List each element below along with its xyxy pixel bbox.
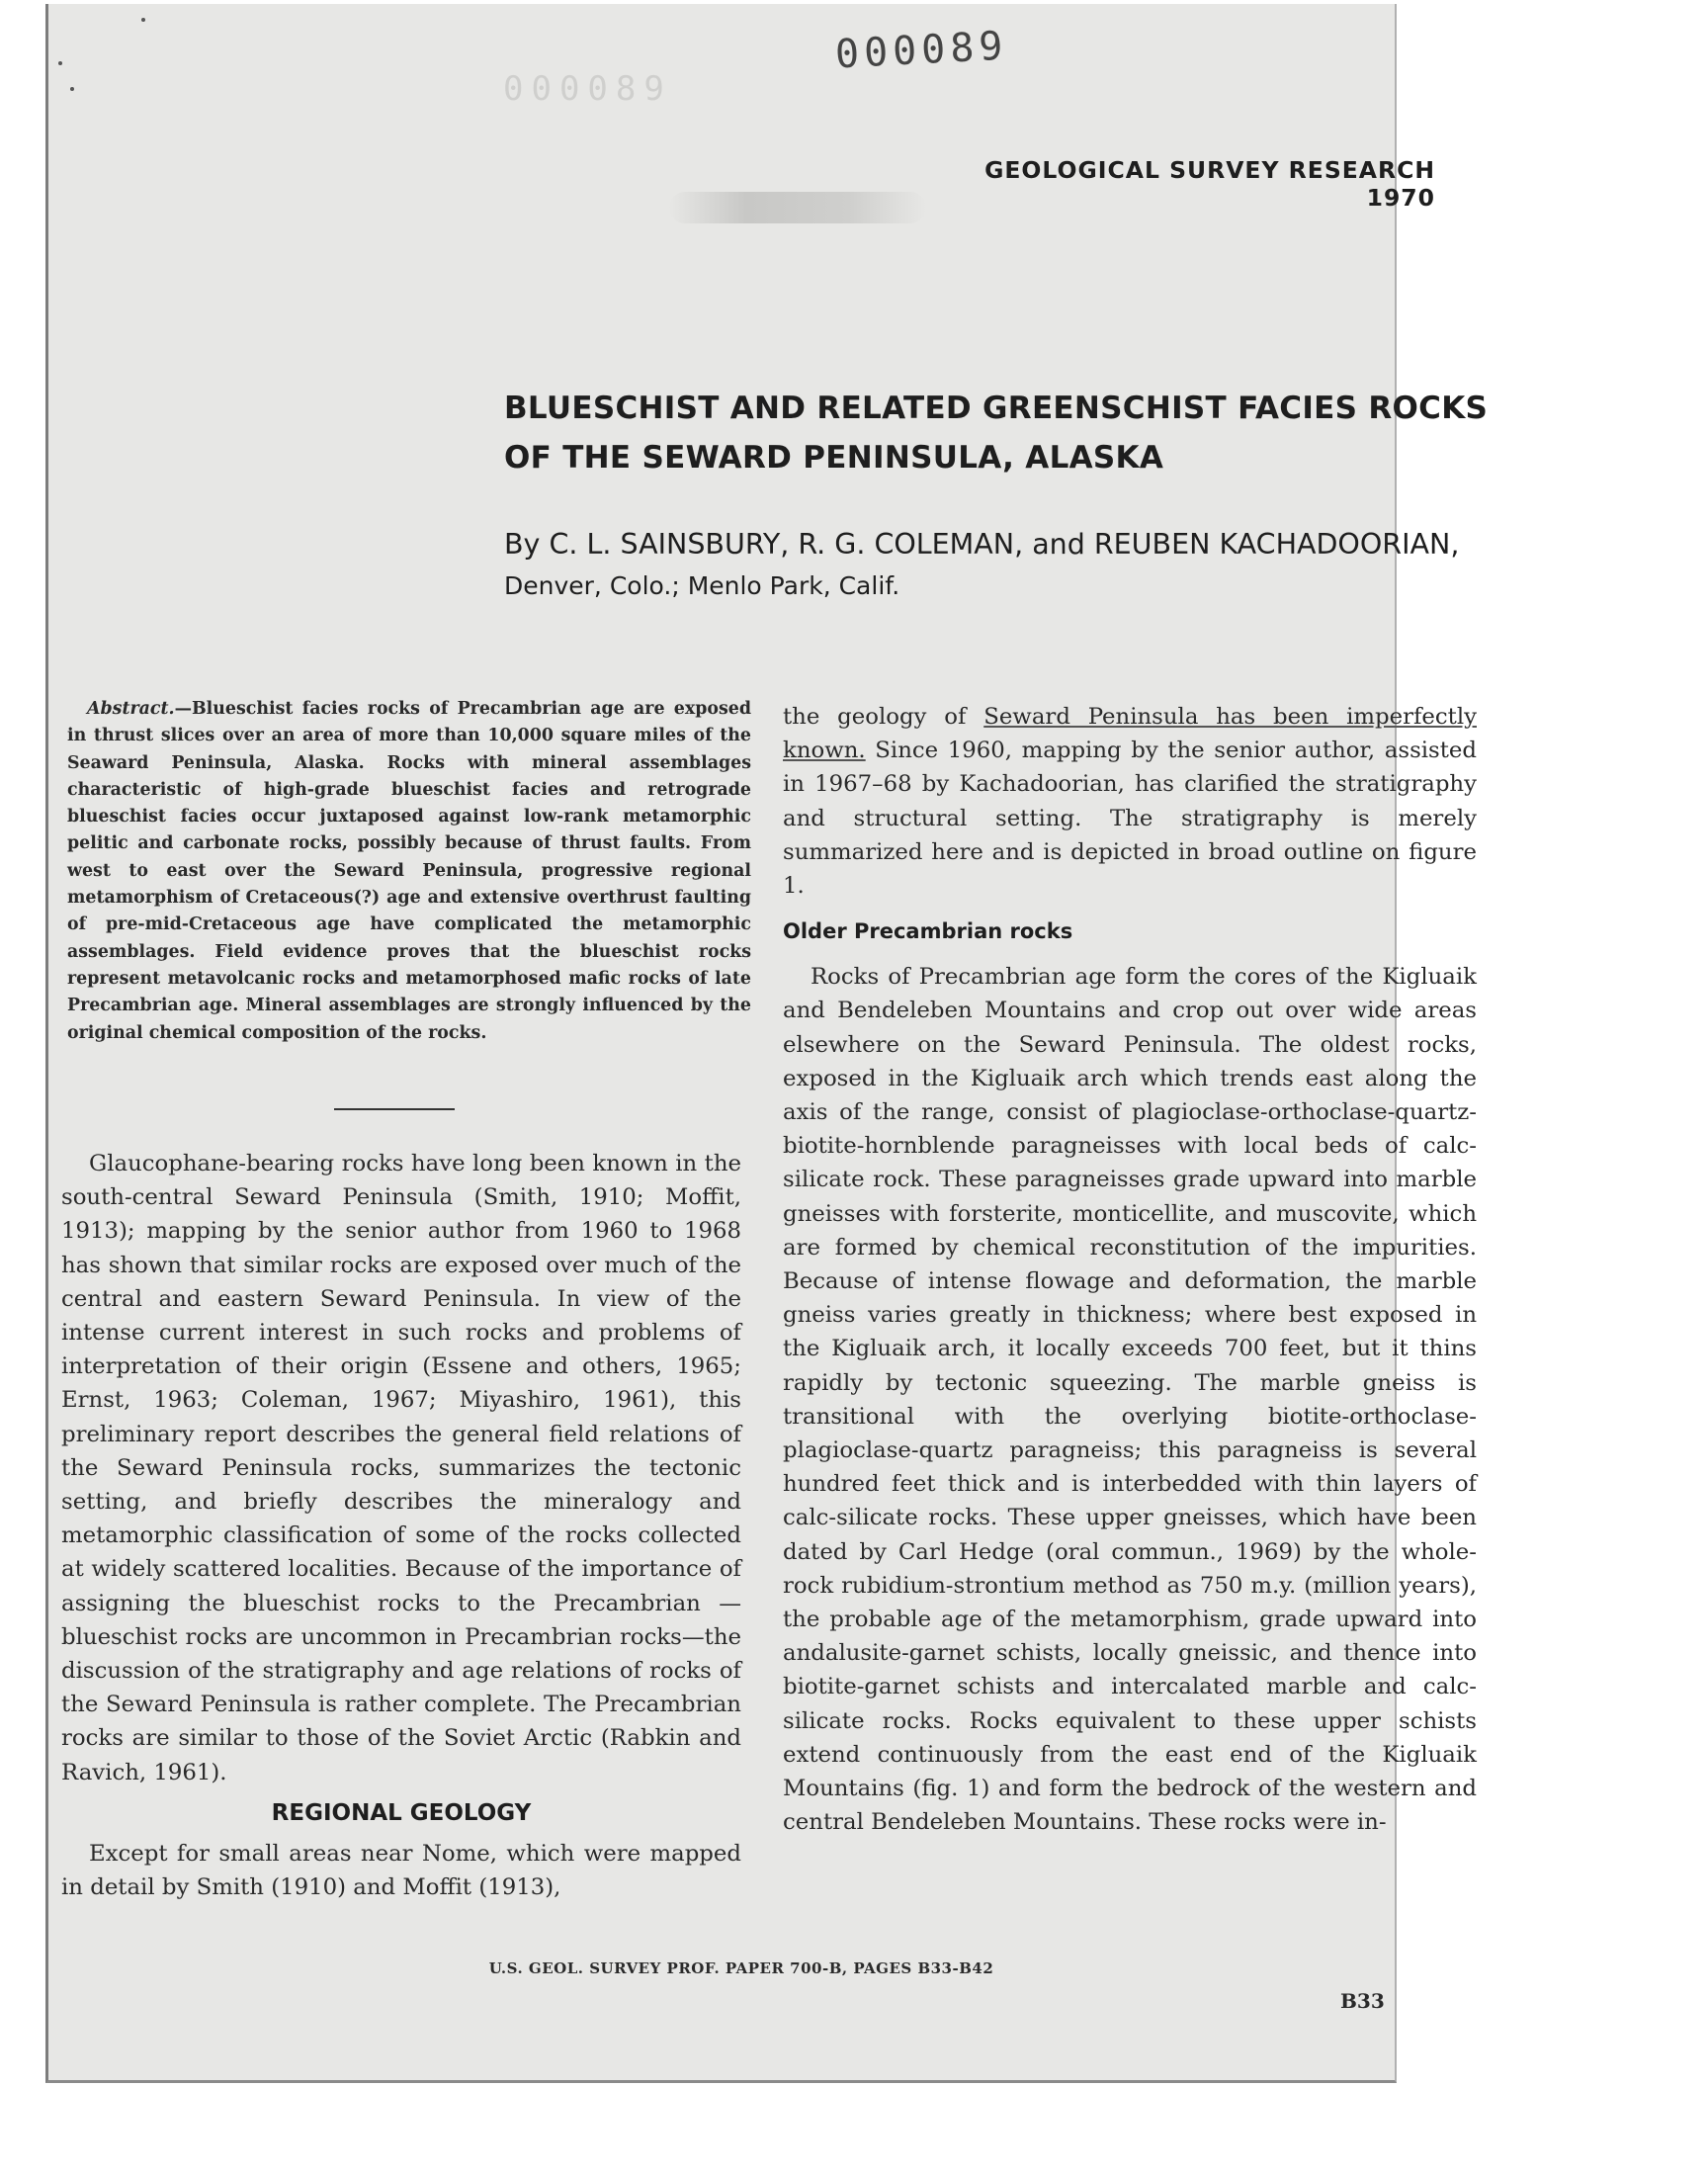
- title-line-2: OF THE SEWARD PENINSULA, ALASKA: [504, 440, 1164, 476]
- scan-speck: [58, 61, 62, 65]
- bleed-through-mark: 000089: [503, 69, 672, 109]
- continued-post: Since 1960, mapping by the senior author, assisted in 1967–68 by Kachadoorian, has clarified the stratigraphy and structural setting. The stratigraphy is merely summarized here and is depicted in broad outline on figure 1.: [783, 738, 1477, 900]
- older-precambrian-paragraph: Rocks of Precambrian age form the cores of the Kigluaik and Bendeleben Mountains and crop out over wide areas elsewhere on the Seward Peninsula. The oldest rocks, exposed in the Kigluaik arch which trends east along the axis of the range, consist of plagioclase-orthoclase-quartz-biotite-hornblende paragneisses with local beds of calc-silicate rock. These paragneisses grade upward into marble gneisses with forsterite, monticellite, and muscovite, which are formed by chemical reconstitution of the impurities. Because of intense flowage and deformation, the marble gneiss varies greatly in thickness; where best exposed in the Kigluaik arch, it locally exceeds 700 feet, but it thins rapidly by tectonic squeezing. The marble gneiss is transitional with the overlying biotite-orthoclase-plagioclase-quartz paragneiss; this paragneiss is several hundred feet thick and is interbedded with thin layers of calc-silicate rocks. These upper gneisses, which have been dated by Carl Hedge (oral commun., 1969) by the whole-rock rubidium-strontium method as 750 m.y. (million years), the probable age of the metamorphism, grade upward into andalusite-garnet schists, locally gneissic, and thence into biotite-garnet schists and intercalated marble and calc-silicate rocks. Rocks equivalent to these upper schists extend continuously from the east end of the Kigluaik Mountains (fig. 1) and form the bedrock of the western and central Bendeleben Mountains. These rocks were in-: [783, 964, 1477, 1836]
- subheading-older-precambrian: Older Precambrian rocks: [783, 919, 1073, 944]
- underlined-phrase: Seward Peninsula has been imperfectly known.: [783, 704, 1477, 764]
- article-title: [504, 384, 1489, 482]
- scan-speck: [70, 87, 74, 91]
- author-affiliation: Denver, Colo.; Menlo Park, Calif.: [504, 571, 900, 600]
- abstract-text: —Blueschist facies rocks of Precambrian age are exposed in thrust slices over an area of more than 10,000 square miles of the Seaward Peninsula, Alaska. Rocks with mineral assemblages characteristic of high-grade blueschist facies and retrograde blueschist facies occur juxtaposed against low-rank metamorphic pelitic and carbonate rocks, possibly because of thrust faults. From west to east over the Seward Peninsula, progressive regional metamorphism of Cretaceous(?) age and extensive overthrust faulting of pre-mid-Cretaceous age have complicated the metamorphic assemblages. Field evidence proves that the blueschist rocks represent metavolcanic rocks and metamorphosed mafic rocks of late Precambrian age. Mineral assemblages are strongly influenced by the original chemical composition of the rocks.: [67, 699, 751, 1043]
- intro-paragraph: Glaucophane-bearing rocks have long been known in the south-central Seward Peninsula (Smith, 1910; Moffit, 1913); mapping by the senior author from 1960 to 1968 has shown that similar rocks are exposed over much of the central and eastern Seward Peninsula. In view of the intense current interest in such rocks and problems of interpretation of their origin (Essene and others, 1965; Ernst, 1963; Coleman, 1967; Miyashiro, 1961), this preliminary report describes the general field relations of the Seward Peninsula rocks, summarizes the tectonic setting, and briefly describes the mineralogy and metamorphic classification of some of the rocks collected at widely scattered localities. Because of the importance of assigning the blueschist rocks to the Precambrian — blueschist rocks are uncommon in Precambrian rocks—the discussion of the stratigraphy and age relations of rocks of the Seward Peninsula is rather complete. The Precambrian rocks are similar to those of the Soviet Arctic (Rabkin and Ravich, 1961).: [61, 1151, 741, 1785]
- continued-pre: the geology of: [783, 704, 984, 730]
- series-header: GEOLOGICAL SURVEY RESEARCH 1970: [984, 156, 1435, 212]
- footer-citation: U.S. GEOL. SURVEY PROF. PAPER 700-B, PAGES B33-B42: [488, 1959, 994, 1977]
- scan-smudge: [669, 192, 926, 223]
- title-line-1: BLUESCHIST AND RELATED GREENSCHIST FACIES ROCKS: [504, 391, 1489, 426]
- continued-paragraph: [783, 700, 1477, 903]
- section-heading-regional-geology: REGIONAL GEOLOGY: [271, 1799, 532, 1826]
- abstract-divider: [334, 1108, 455, 1110]
- regional-paragraph: Except for small areas near Nome, which were mapped in detail by Smith (1910) and Moffit (1913),: [61, 1840, 741, 1901]
- abstract: [67, 696, 751, 1047]
- left-column: [61, 1147, 741, 1904]
- right-column: [783, 700, 1477, 1840]
- abstract-lead: Abstract.: [87, 699, 175, 719]
- scan-speck: [141, 18, 145, 22]
- archive-stamp-number: 000089: [833, 23, 1009, 78]
- author-byline: By C. L. SAINSBURY, R. G. COLEMAN, and REUBEN KACHADOORIAN,: [504, 528, 1460, 561]
- page-number: B33: [1340, 1989, 1385, 2013]
